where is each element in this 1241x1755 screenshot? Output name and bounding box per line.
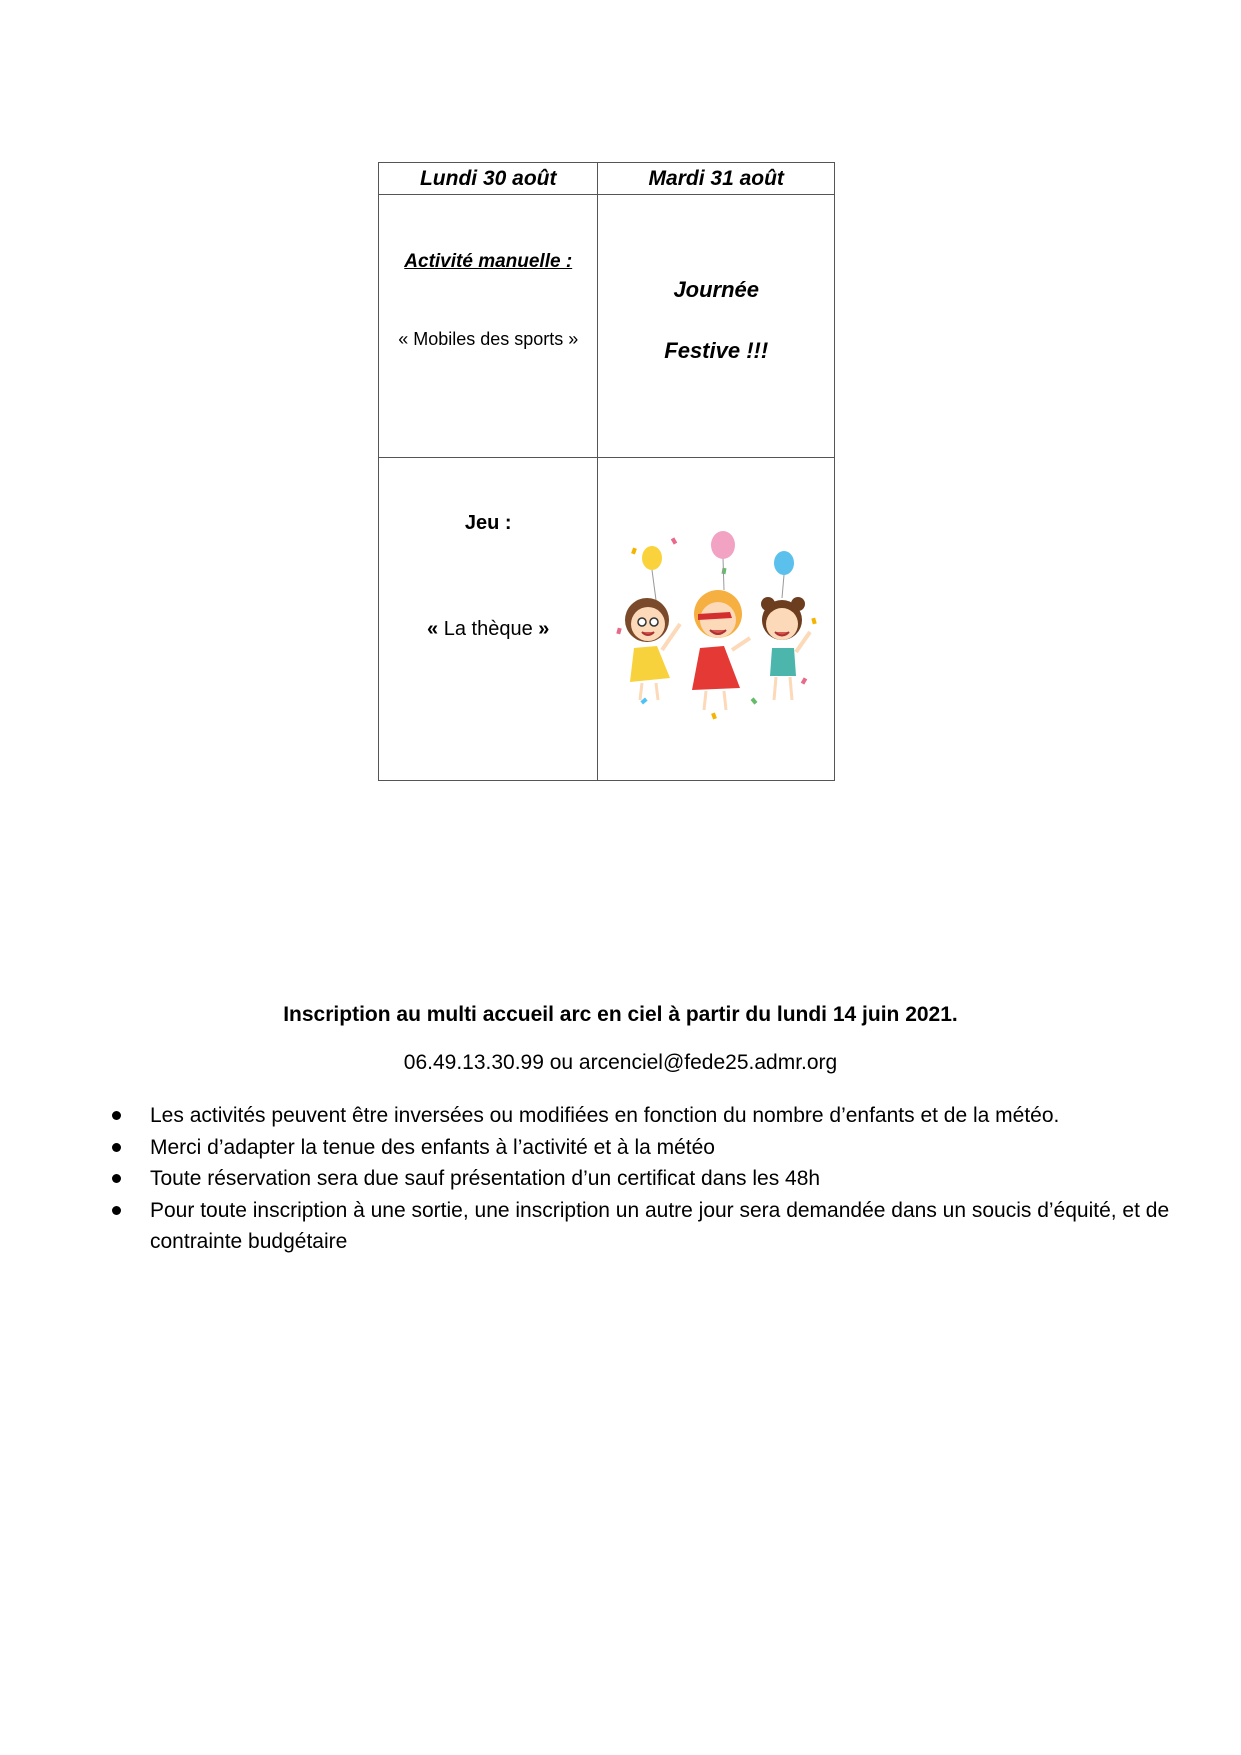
cell-monday-game [379,458,598,781]
header-monday: Lundi 30 août [379,163,598,195]
signup-notice: Inscription au multi accueil arc en ciel à partir du lundi 14 juin 2021. [283,1003,958,1026]
event-line-1: Journée [673,277,760,302]
child-middle [692,590,750,710]
list-item [110,1100,1170,1132]
note-text: Pour toute inscription à une sortie, une inscription un autre jour sera demandée dans un soucis d’équité, et de contrainte budgétaire [150,1198,1170,1253]
list-item [110,1163,1170,1195]
note-text: Les activités peuvent être inversées ou modifiées en fonction du nombre d’enfants et de la météo. [150,1104,1060,1127]
notes-list [110,1100,1170,1258]
note-text: Merci d’adapter la tenue des enfants à l’activité et à la météo [150,1135,715,1159]
bullet-icon [112,1206,121,1215]
child-right [761,597,810,700]
balloon-blue [774,551,794,598]
activity-title: Activité manuelle : [404,251,573,272]
cell-tuesday-illustration [598,458,835,781]
open-quote: « [427,618,439,640]
contact-info: 06.49.13.30.99 ou arcenciel@fede25.admr.org [403,1051,838,1074]
bullet-icon [112,1174,121,1183]
schedule-table [378,162,835,781]
game-title: Jeu : [464,512,512,534]
cell-tuesday-event [598,195,835,458]
bullet-icon [112,1143,121,1152]
list-item [110,1195,1170,1258]
header-tuesday: Mardi 31 août [598,163,835,195]
game-name [379,618,597,641]
close-quote: » [538,618,550,640]
event-line-2: Festive !!! [664,338,769,363]
activity-name: « Mobiles des sports » [398,329,579,349]
child-left [625,598,680,700]
cell-monday-activity [379,195,598,458]
balloon-yellow [642,546,662,600]
list-item [110,1132,1170,1164]
children-party-illustration [612,528,822,728]
game-name-text: La thèque [443,618,533,640]
note-text: Toute réservation sera due sauf présentation d’un certificat dans les 48h [150,1167,821,1190]
bullet-icon [112,1111,121,1120]
balloon-pink [711,531,735,590]
